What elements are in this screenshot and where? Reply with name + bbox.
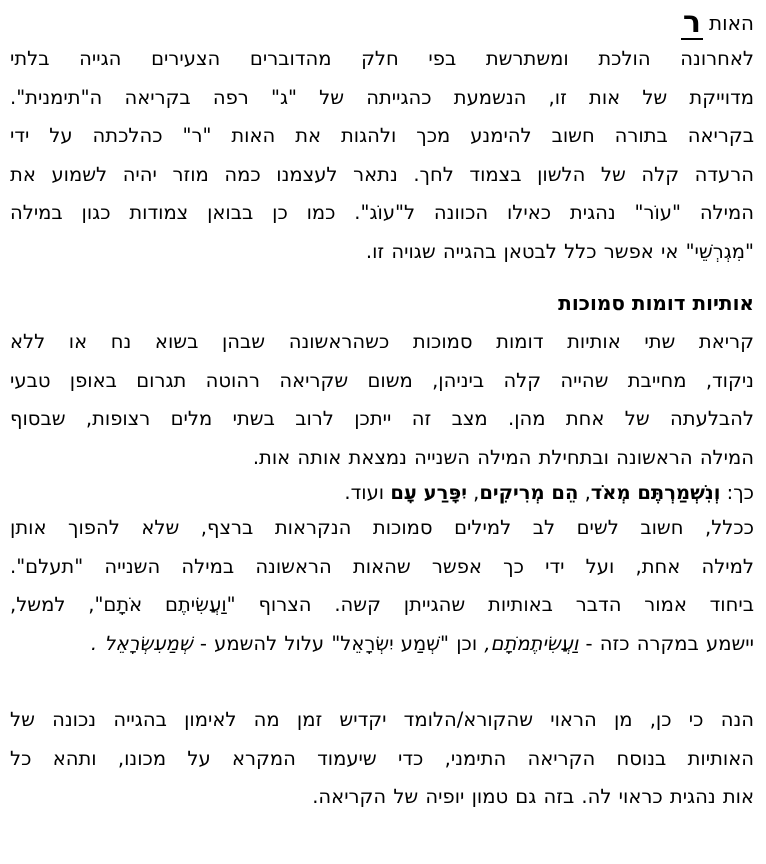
- heading-prefix: האות: [708, 11, 754, 35]
- heading-letter: ר: [682, 5, 701, 40]
- intro-paragraph: [10, 40, 754, 271]
- section-line: קריאת שתי אותיות דומות סמוכות כשהראשונה שבהן בשוא נח או ללא: [10, 330, 754, 353]
- intro-line: לאחרונה הולכת ומשתרשת בפי חלק מהדוברים הצעירים הגייה בלתי: [10, 47, 754, 70]
- section-paragraph-b: [10, 509, 754, 663]
- example-phrase: הֵם מְרִיקִים: [479, 481, 579, 504]
- intro-line: בקריאה בתורה חשוב להימנע מכך ולהגות את האות "ר" כהלכתה על ידי: [10, 124, 754, 147]
- closing-line: האותיות בנוסח הקריאה התימני, כדי שיעמוד המקרא על מכונו, ותהא כל: [10, 746, 754, 770]
- examples-suffix: ועוד.: [344, 481, 385, 504]
- final-line-start: יישמע במקרה כזה -: [585, 631, 754, 655]
- example-phrase: וְנִשְׁמַרְתֶּם מְאֹד: [590, 481, 721, 504]
- section-line: ביחוד אמור הדבר באותיות שהגייתן קשה. הצרוף "וַעֲשִׂיתֶם אֹתָם", למשל,: [10, 593, 754, 616]
- example-phrase: יִפָּרַע עָם: [390, 481, 467, 504]
- section-line: ניקוד, מחייבת שהייה קלה ביניהן, משום שקריאה רהוטה תגרום באופן טבעי: [10, 368, 754, 392]
- examples-line: כך: וְנִשְׁמַרְתֶּם מְאֹד, הֵם מְרִיקִים, יִפָּרַע עָם ועוד.: [344, 481, 754, 504]
- intro-line: הרעדה קלה של הלשון בצמוד לחך. נתאר לעצמנו כמה מוזר יהיה לשמוע את: [10, 162, 754, 186]
- letter-heading: [10, 6, 754, 40]
- closing-line: הנה כי כן, מן הראוי שהקורא/הלומד יקדיש זמן מה לאימון בהגייה נכונה של: [10, 708, 754, 731]
- closing-line: אות נהגית כראוי לה. בזה גם טמון יופיה של הקריאה.: [312, 785, 754, 808]
- section-title: אותיות דומות סמוכות: [558, 291, 754, 315]
- section-line: המילה הראשונה ובתחילת המילה השנייה נמצאת אותה אות.: [252, 445, 754, 469]
- final-example: שְׁמַעִשְׂרָאֵל .: [90, 631, 193, 655]
- spacer: [10, 663, 754, 701]
- section-line: ככלל, חשוב לשים לב למילים סמוכות הנקראות ברצף, שלא להפוך אותן: [10, 516, 754, 539]
- section-line: להבלעתה של אחת מהן. מצב זה ייתכן לרוב בשתי מלים רצופות, שבסוף: [10, 407, 754, 430]
- final-line-mid: וכן "שְׁמַע יִשְׂרָאֵל" עלול להשמע -: [199, 631, 478, 655]
- examples-prefix: כך:: [726, 481, 754, 504]
- intro-line: המילה "עוֹר" נהגית כאילו הכוונה ל"עוֹג". כמו כן בבואן צמודות כגון במילה: [10, 201, 754, 224]
- closing-paragraph: [10, 701, 754, 817]
- intro-line: "מִגְרְשֵׁי" אי אפשר כלל לבטאן בהגייה שגויה זו.: [365, 239, 754, 263]
- intro-line: מדוייקת של אות זו, הנשמעת כהגייתה של "ג" רפה בקריאה ה"תימנית".: [10, 85, 754, 109]
- section-paragraph-a: [10, 323, 754, 477]
- section-line: למילה אחת, ועל ידי כך אפשר שהאות הראשונה במילה השנייה "תעלם".: [10, 554, 754, 578]
- final-example: וַעֲשִׂיתֶמֹתָם,: [484, 631, 579, 655]
- section-final-line: [10, 625, 754, 664]
